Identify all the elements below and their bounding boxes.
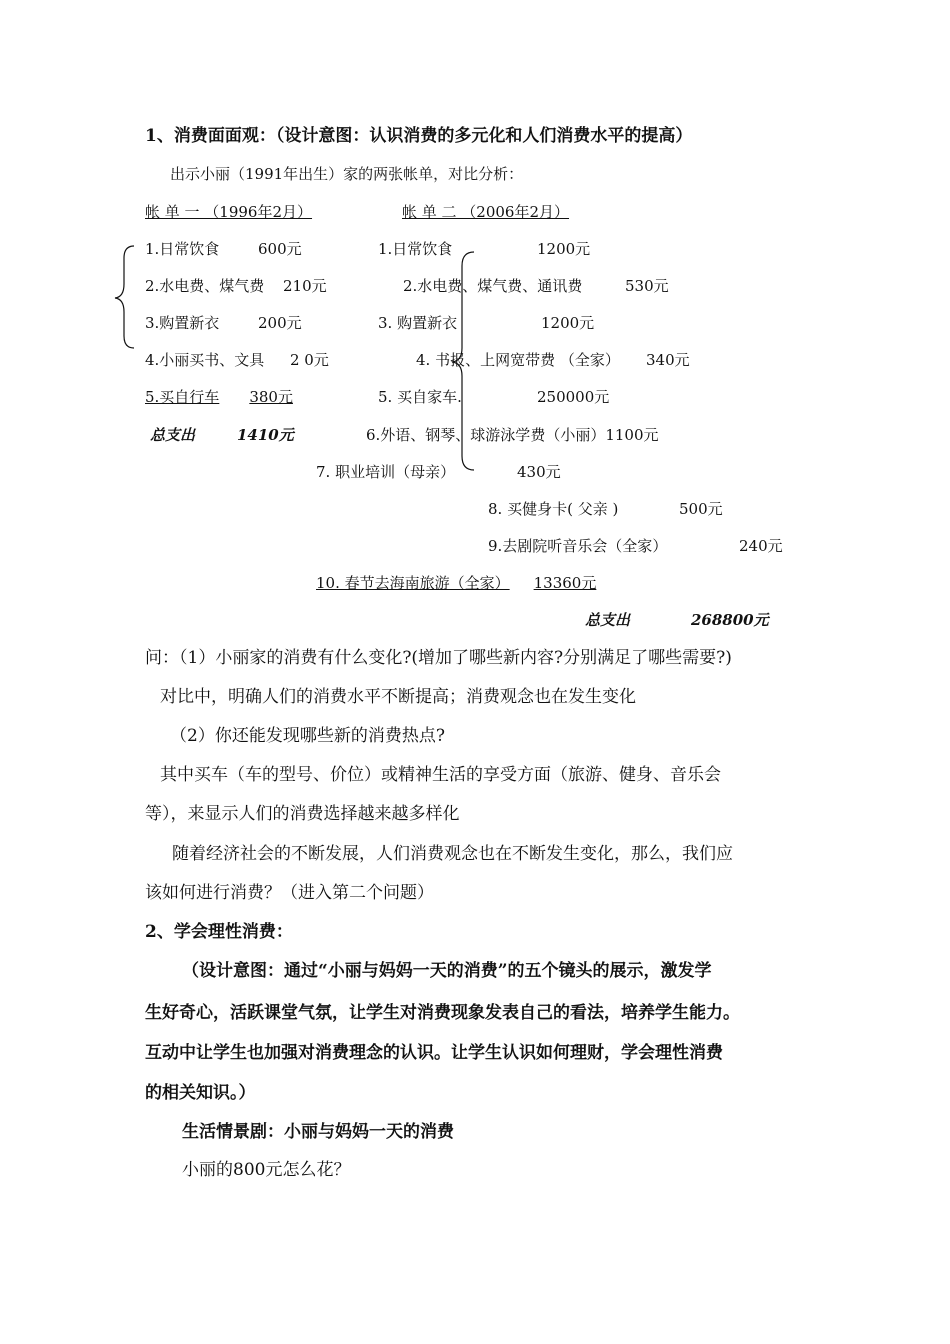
bill2-item-10-label: 10. 春节去海南旅游（全家） [316,574,510,592]
section2-heading: 2、学会理性消费： [145,922,293,942]
scene-title: 生活情景剧：小丽与妈妈一天的消费 [182,1122,454,1142]
bill2-item-9-label: 9.去剧院听音乐会（全家） [488,537,668,555]
bill2-header: 帐 单 二 （2006年2月） [402,203,570,221]
section2-design-line-2: 生好奇心，活跃课堂气氛，让学生对消费现象发表自己的看法，培养学生能力。 [145,1003,740,1023]
section1-heading: 1、消费面面观：（设计意图：认识消费的多元化和人们消费水平的提高） [145,126,693,146]
question-1: 问：（1）小丽家的消费有什么变化?(增加了哪些新内容?分别满足了哪些需要?) [145,648,732,668]
bill2-item-3-label: 3. 购置新衣 [378,314,458,332]
bill2-item-7-amount: 430元 [517,463,561,481]
bill2-item-10 [316,576,596,591]
bill2-total-value: 268800元 [691,611,769,629]
bill2-item-10-amount: 13360元 [533,574,597,592]
bill1-item-3-label: 3.购置新衣 [145,314,220,332]
bill2-item-8-label: 8. 买健身卡( 父亲 ) [488,500,619,518]
bill1-item-5-amount: 380元 [249,388,293,406]
answer-2-line-1: 其中买车（车的型号、价位）或精神生活的享受方面（旅游、健身、音乐会 [160,765,721,785]
section1-intro: 出示小丽（1991年出生）家的两张帐单，对比分析： [170,165,524,183]
bill1-item-5 [145,390,306,405]
bill2-item-2-label: 2.水电费、煤气费、通讯费 [403,277,583,295]
scene-question: 小丽的800元怎么花？ [182,1160,351,1180]
bill2-item-7-label: 7. 职业培训（母亲） [316,463,456,481]
bill2-item-3-amount: 1200元 [541,314,595,332]
bill1-item-4-label: 4.小丽买书、文具 [145,351,265,369]
bill1-item-2-amount: 210元 [283,277,327,295]
bill2-item-4-amount: 340元 [646,351,690,369]
section2-design-line-3: 互动中让学生也加强对消费理念的认识。让学生认识如何理财，学会理性消费 [145,1043,723,1063]
transition-line-2: 该如何进行消费？（进入第二个问题） [145,883,434,903]
bill2-total-label: 总支出 [585,611,631,629]
bill2-item-9-amount: 240元 [739,537,783,555]
bill2-item-2-amount: 530元 [625,277,669,295]
bill2-item-5-amount: 250000元 [537,388,610,406]
left-brace-bill1 [112,244,138,350]
bill1-total-value: 1410元 [237,426,294,444]
bill1-item-1-label: 1.日常饮食 [145,240,220,258]
transition-line-1: 随着经济社会的不断发展，人们消费观念也在不断发生变化，那么，我们应 [172,844,733,864]
bill1-total-label: 总支出 [150,426,196,444]
answer-2-line-2: 等），来显示人们的消费选择越来越多样化 [145,804,460,824]
bill2-item-1-amount: 1200元 [537,240,591,258]
bill1-header: 帐 单 一 （1996年2月） [145,203,313,221]
section2-design-line-4: 的相关知识。） [145,1083,256,1103]
answer-1: 对比中，明确人们的消费水平不断提高；消费观念也在发生变化 [160,687,636,707]
bill1-item-3-amount: 200元 [258,314,302,332]
bill2-item-5-label: 5. 买自家车. [378,388,462,406]
bill1-item-5-label: 5.买自行车 [145,388,220,406]
bill2-item-8-amount: 500元 [679,500,723,518]
bill2-item-6: 6.外语、钢琴、球游泳学费（小丽）1100元 [366,426,659,444]
bill2-item-1-label: 1.日常饮食 [378,240,453,258]
bill1-item-4-amount: 2 0元 [290,351,329,369]
question-2: （2）你还能发现哪些新的消费热点? [170,726,445,746]
bill1-item-1-amount: 600元 [258,240,302,258]
bill2-item-4-label: 4. 书报、上网宽带费 （全家） [416,351,620,369]
section2-design-line-1: （设计意图：通过“小丽与妈妈一天的消费”的五个镜头的展示，激发学 [182,961,712,981]
bill1-item-2-label: 2.水电费、煤气费 [145,277,265,295]
